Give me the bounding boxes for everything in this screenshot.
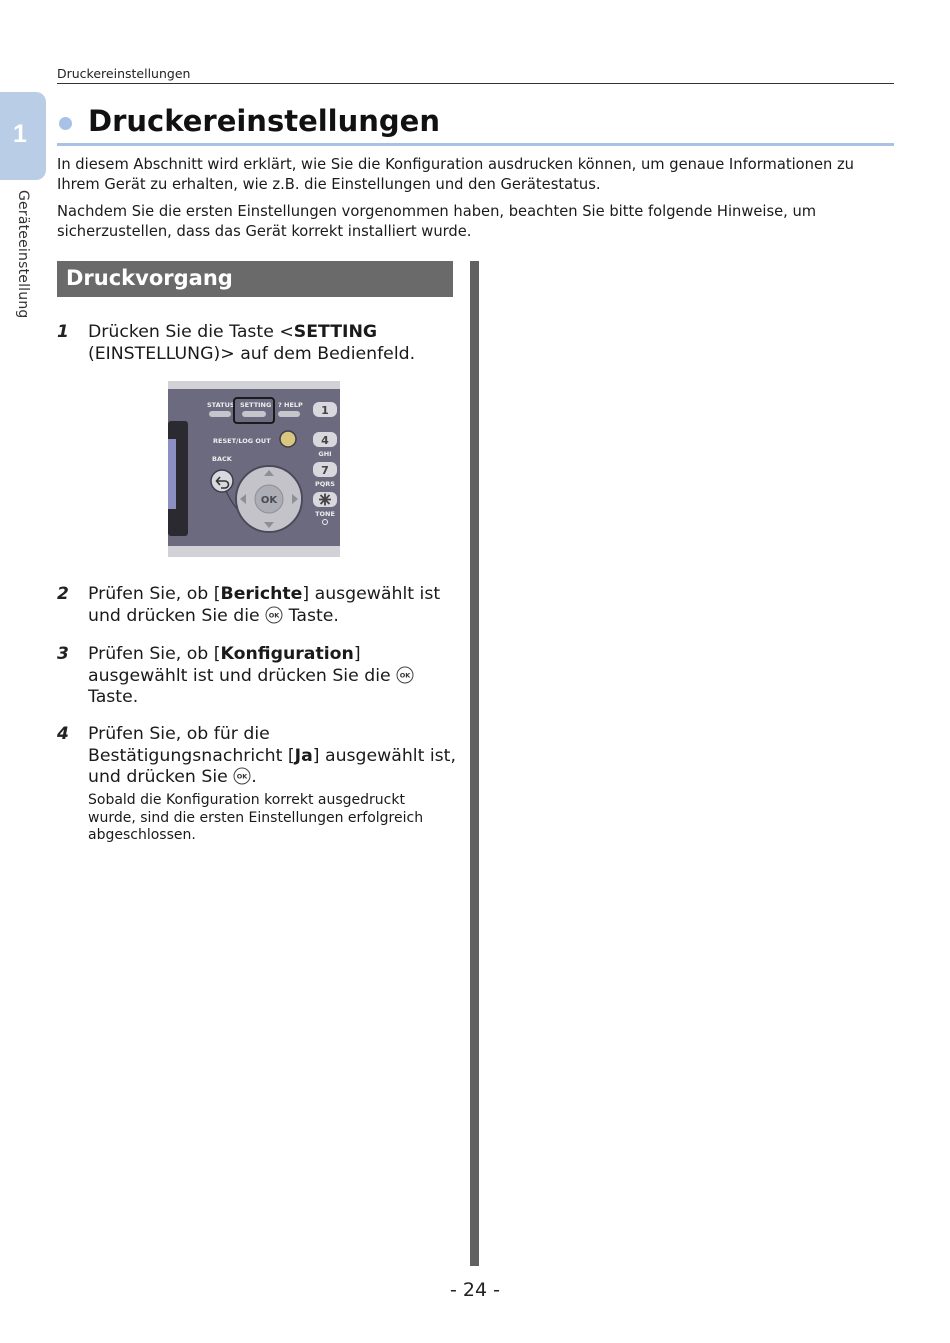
step-3-bold: Konfiguration [220, 644, 354, 664]
step-2-pre: Prüfen Sie, ob [ [88, 584, 221, 604]
step-1-bold: SETTING [293, 322, 378, 342]
step-3-post: Taste. [88, 687, 139, 707]
step-2-bold: Berichte [220, 584, 303, 604]
ok-button-icon [233, 767, 251, 785]
reset-button[interactable] [280, 431, 296, 447]
column-divider [470, 261, 479, 1266]
step-4-post: . [251, 767, 257, 787]
step-3-mid: ] ausgewählt ist und drücken Sie die [88, 644, 397, 686]
key-7-sublabel: PQRS [315, 480, 335, 488]
key-star-sublabel: TONE [315, 510, 335, 518]
step-3-pre: Prüfen Sie, ob [ [88, 644, 221, 664]
intro-paragraph-1: In diesem Abschnitt wird erklärt, wie Sie die Konfiguration ausdrucken können, um genaue Informationen zu Ihrem Gerät zu erhalten, wie z.B. die Einstellungen und den Gerätestatus. [57, 156, 854, 193]
step-2-post: Taste. [283, 605, 339, 626]
key-4-label: 4 [321, 434, 329, 447]
chapter-side-label: Geräteeinstellung [15, 190, 31, 319]
ok-button-icon [396, 666, 414, 684]
reset-key-label: RESET/LOG OUT [213, 437, 271, 445]
step-2-text [88, 584, 460, 627]
step-1-text [88, 322, 460, 365]
help-button[interactable] [278, 411, 300, 417]
setting-button[interactable] [242, 411, 266, 417]
help-key-label: ? HELP [278, 401, 303, 409]
setting-key-label: SETTING [240, 401, 272, 409]
title-rule [57, 143, 894, 146]
step-1-pre: Drücken Sie die Taste < [88, 322, 294, 342]
key-1-label: 1 [321, 404, 329, 417]
ok-button-icon [265, 606, 283, 624]
step-3-text [88, 644, 460, 709]
page-title: Druckereinstellungen [88, 104, 440, 138]
svg-text:OK: OK [399, 671, 411, 680]
header-rule [57, 83, 894, 84]
status-key-label: STATUS [207, 401, 235, 409]
step-4-pre: Prüfen Sie, ob für die Bestätigungsnachricht [ [88, 724, 295, 766]
step-1-post: (EINSTELLUNG)> auf dem Bedienfeld. [88, 343, 416, 364]
key-7-label: 7 [321, 464, 329, 477]
running-header: Druckereinstellungen [57, 66, 191, 81]
step-2-mid: ] ausgewählt ist und drücken Sie die [88, 584, 441, 626]
section-header [57, 261, 453, 297]
step-4-note: Sobald die Konfiguration korrekt ausgedruckt wurde, sind die ersten Einstellungen erfolgreich abgeschlossen. [88, 792, 424, 843]
intro-paragraph-2: Nachdem Sie die ersten Einstellungen vorgenommen haben, beachten Sie bitte folgende Hinweise, um sicherzustellen, dass das Gerät korrekt installiert wurde. [57, 203, 817, 240]
title-bullet-icon [59, 117, 72, 130]
step-4-number: 4 [57, 724, 69, 744]
step-2-number: 2 [57, 584, 69, 604]
control-panel-image [168, 381, 340, 557]
ok-button-label: OK [260, 495, 278, 506]
back-key-label: BACK [212, 455, 232, 463]
step-3-number: 3 [57, 644, 69, 664]
chapter-number: 1 [13, 120, 27, 148]
svg-text:OK: OK [268, 611, 280, 620]
step-4-bold: Ja [294, 745, 313, 766]
key-4-sublabel: GHI [318, 450, 332, 458]
step-1-number: 1 [57, 322, 69, 342]
status-button[interactable] [209, 411, 231, 417]
step-4-text [88, 724, 460, 789]
page-number: - 24 - [450, 1279, 500, 1301]
svg-text:OK: OK [236, 772, 248, 781]
section-title: Druckvorgang [66, 266, 233, 290]
step-4-mid: ] ausgewählt ist, und drücken Sie [88, 745, 456, 787]
